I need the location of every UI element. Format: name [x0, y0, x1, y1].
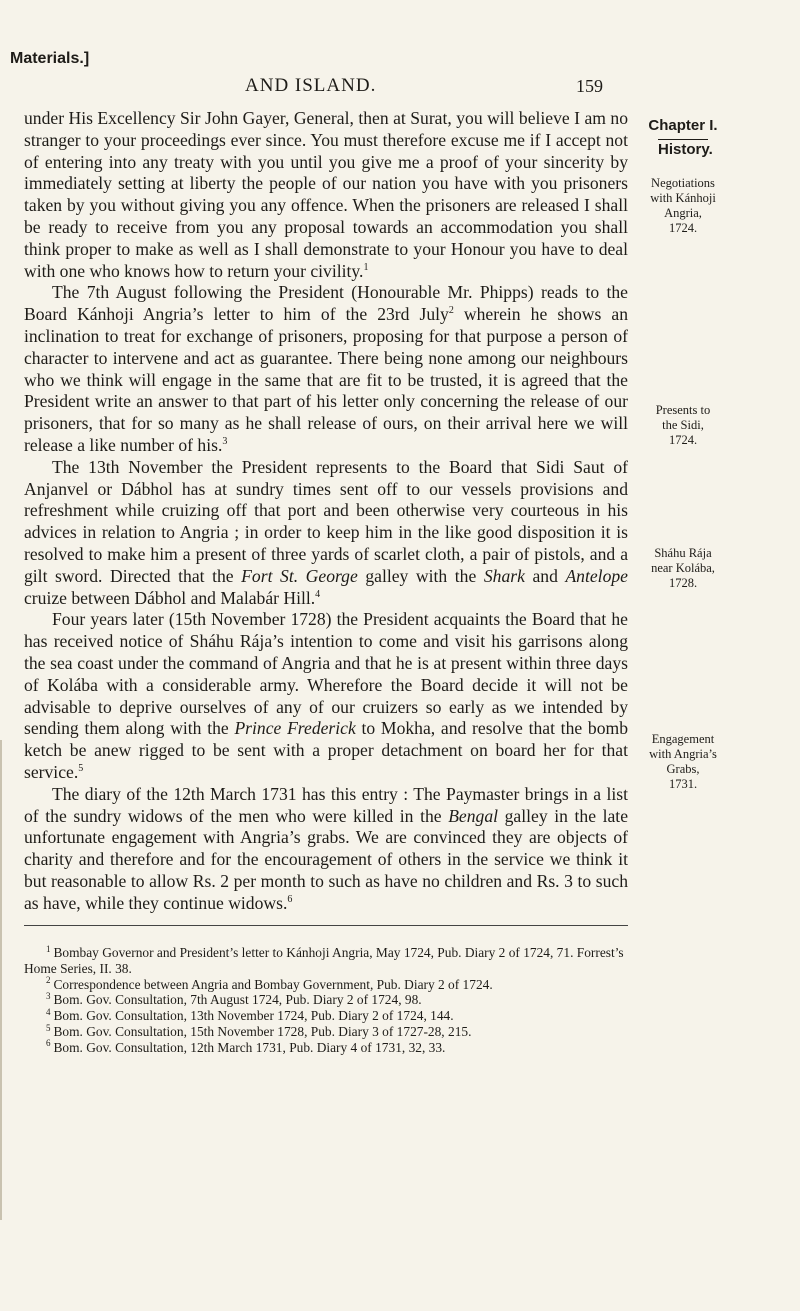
body-text: [24, 108, 628, 914]
footnote-ref-5: 5: [78, 763, 84, 775]
ship-name: Antelope: [565, 565, 628, 586]
running-title: AND ISLAND.: [245, 75, 377, 96]
paragraph-2: The 7th August following the President (Honourable Mr. Phipps) reads to the Board Kánhoji Angria’s letter to him of the 23rd July$^2$ wherein he shows an inclination to treat for exchange of prisoners, proposing for that purpose a person of character to intervene and act as guarantee. There being none among our neighbours who we think will engage in the same that are fit to be trusted, it is agreed that the President write an answer to that part of his letter only concerning the release of our prisoners, that for so many as he shall release of ours, on their arrival here we will release a like number of his.$^3$: [24, 282, 628, 455]
footnote-divider: [24, 925, 628, 926]
section-label: Materials.]: [10, 50, 90, 67]
footnote-ref-3: 3: [222, 436, 228, 448]
ship-name: Bengal: [448, 805, 499, 826]
margin-chapter: Chapter I.: [648, 117, 718, 134]
margin-note-presents: Presents to the Sidi, 1724.: [655, 403, 711, 447]
footnote-ref-2: 2: [448, 305, 454, 317]
footnote-2: $^2$ Correspondence between Angria and Bombay Government, Pub. Diary 2 of 1724.: [46, 975, 493, 992]
footnote-6: $^6$ Bom. Gov. Consultation, 12th March 1731, Pub. Diary 4 of 1731, 32, 33.: [46, 1038, 446, 1055]
ship-name: Shark: [483, 565, 525, 586]
footnote-5: $^5$ Bom. Gov. Consultation, 15th November 1728, Pub. Diary 3 of 1727-28, 215.: [46, 1022, 472, 1039]
paragraph-1: under His Excellency Sir John Gayer, General, then at Surat, you will believe I am no stranger to your proceedings ever since. You must therefore excuse me if I accept not of entering into any treaty with you until you give me a proof of your sincerity by immediately setting at liberty the people of our nation you have with you prisoners taken by you without giving you any offence. When the prisoners are released I shall be ready to receive from you any proposal towards an accommodation you shall think proper to make as well as I shall demonstrate to your Honour you have to deal with one who knows how to return your civility.$^1$: [24, 108, 628, 281]
margin-note-shahu-raja: Sháhu Rája near Kolába, 1728.: [651, 546, 715, 590]
paragraph-3: The 13th November the President represents to the Board that Sidi Saut of Anjanvel or Dábhol has at sundry times sent off to our vessels provisions and refreshment while cruizing off that port and been otherwise very courteous in his advices in relation to Angria ; in order to keep him in the like good disposition it is resolved to make him a present of three yards of scarlet cloth, a pair of pistols, and a gilt sword. Directed that the Fort St. George galley with the Shark and Antelope cruize between Dábhol and Malabár Hill.$^4$: [24, 456, 628, 608]
paragraph-5: The diary of the 12th March 1731 has this entry : The Paymaster brings in a list of the sundry widows of the men who were killed in the Bengal galley in the late unfortunate engagement with Angria’s grabs. We are convinced they are objects of charity and therefore and for the encouragement of others in the service we think it but reasonable to allow Rs. 2 per month to such as have no children and Rs. 3 to such as have, while they continue widows.$^6$: [24, 783, 629, 913]
footnote-ref-1: 1: [363, 261, 369, 273]
binding-edge: [0, 740, 2, 1220]
margin-note-negotiations: Negotiations with Kánhoji Angria, 1724.: [650, 176, 716, 235]
ship-name: Prince Frederick: [234, 718, 356, 739]
margin-history: History.: [658, 141, 713, 158]
footnote-ref-4: 4: [315, 588, 321, 600]
margin-note-engagement: Engagement with Angria’s Grabs, 1731.: [649, 732, 717, 791]
footnotes: [24, 945, 628, 1056]
ship-name: Fort St. George: [241, 565, 358, 586]
footnote-ref-6: 6: [287, 893, 293, 905]
footnote-1: $^1$ Bombay Governor and President’s letter to Kánhoji Angria, May 1724, Pub. Diary 2 of 1724, 71. Forrest’s Home Series, II. 38.: [24, 943, 624, 976]
footnote-4: $^4$ Bom. Gov. Consultation, 13th November 1724, Pub. Diary 2 of 1724, 144.: [46, 1006, 454, 1024]
page-number: 159: [576, 76, 603, 96]
footnote-3: $^3$ Bom. Gov. Consultation, 7th August 1724, Pub. Diary 2 of 1724, 98.: [46, 990, 422, 1008]
paragraph-4: Four years later (15th November 1728) the President acquaints the Board that he has received notice of Sháhu Rája’s intention to come and visit his garrisons along the sea coast under the command of Angria and that he is at present within three days of Kolába with a considerable army. Wherefore the Board decide it will not be advisable to deprive ourselves of any of our cruizers so early as we intended by sending them along with the Prince Frederick to Mokha, and resolve that the bomb ketch be anew rigged to be sent with a proper detachment on board her for that service.$^5$: [24, 609, 628, 782]
